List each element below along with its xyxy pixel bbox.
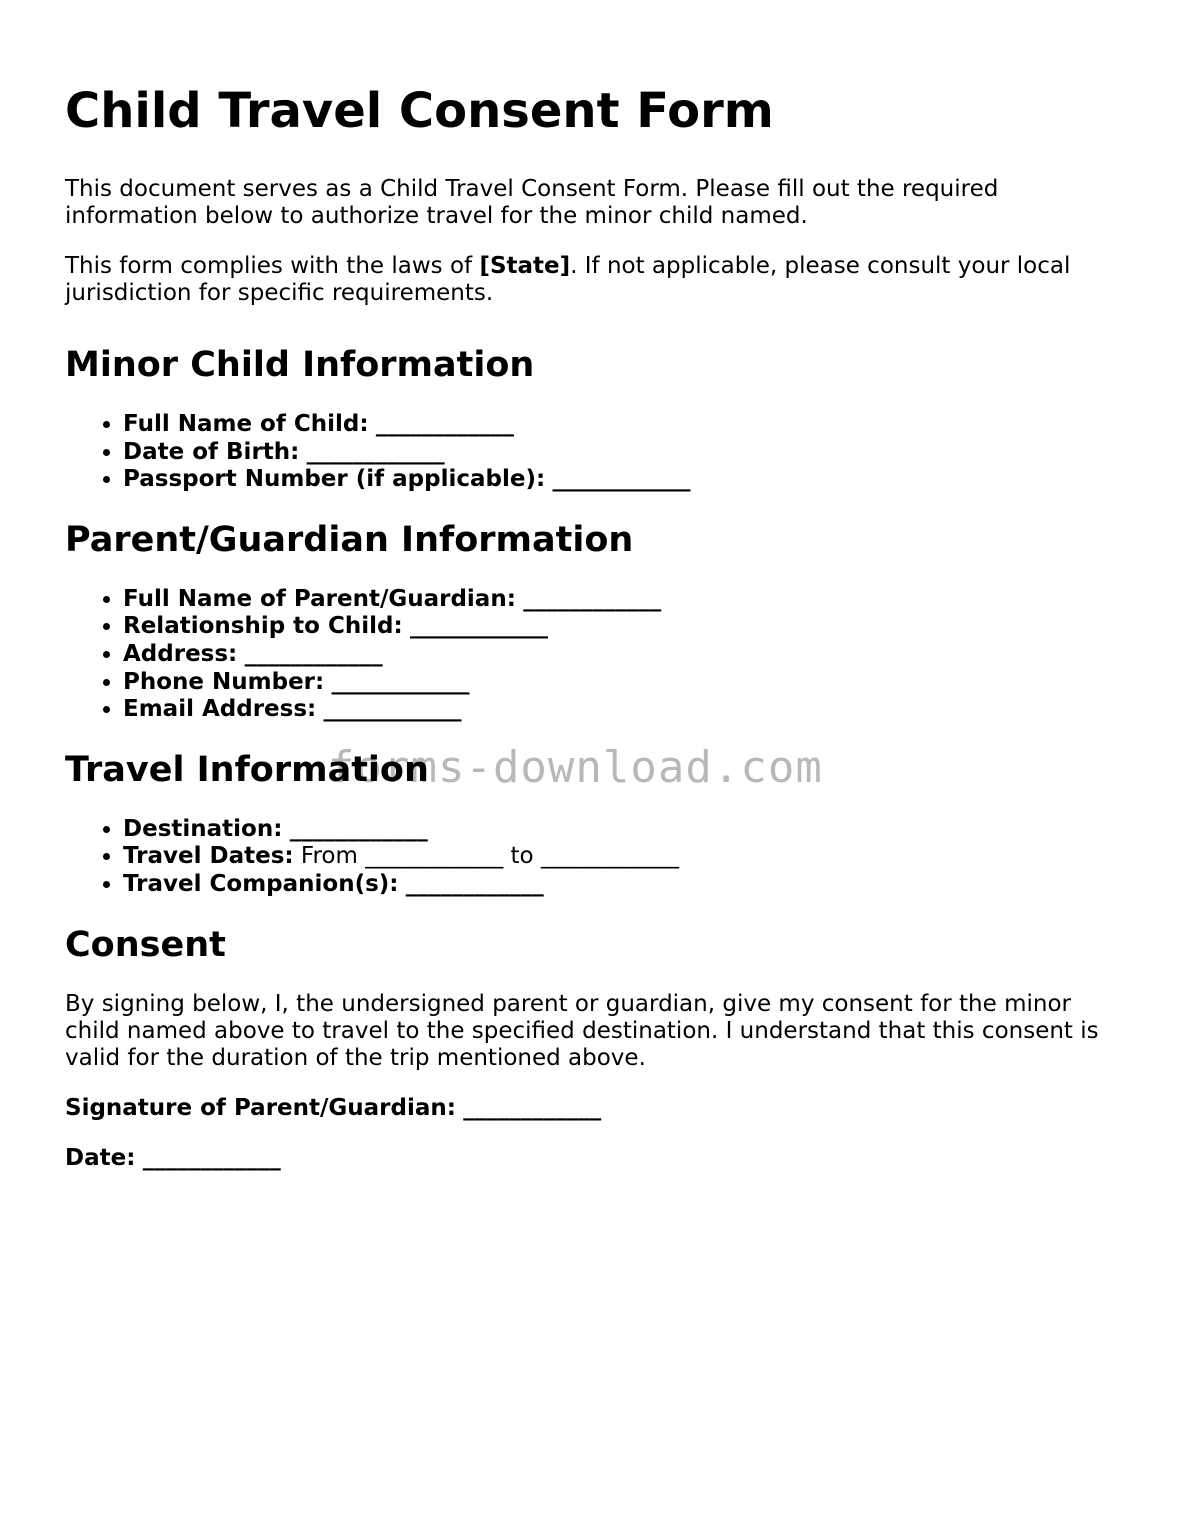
list-item <box>123 816 1125 844</box>
compliance-text-before: This form complies with the laws of <box>65 253 480 279</box>
blank-line[interactable]: ____________ <box>540 843 679 870</box>
blank-line[interactable]: ____________ <box>410 613 548 640</box>
blank-line[interactable]: ____________ <box>375 411 514 437</box>
guardian-info-list <box>65 586 1125 724</box>
field-label: Passport Number (if applicable): <box>123 466 546 493</box>
date-blank[interactable]: ____________ <box>142 1144 281 1171</box>
signature-blank[interactable]: ____________ <box>463 1094 602 1121</box>
watermark-text: forms-download.com <box>328 742 823 793</box>
travel-info-list <box>65 816 1125 899</box>
blank-line[interactable]: ____________ <box>331 668 470 695</box>
list-item <box>123 439 1125 467</box>
compliance-text-after: . If not applicable, please consult your local jurisdiction for specific requirements. <box>65 253 1071 306</box>
list-item <box>123 843 1125 871</box>
field-label: Date of Birth: <box>123 438 300 465</box>
list-item <box>123 641 1125 669</box>
to-text: to <box>510 843 534 870</box>
from-text: From <box>300 843 358 870</box>
blank-line[interactable]: ____________ <box>405 870 544 897</box>
list-item <box>123 411 1125 439</box>
compliance-paragraph <box>65 253 1125 307</box>
blank-line[interactable]: ____________ <box>552 466 691 493</box>
minor-section-heading: Minor Child Information <box>65 345 535 385</box>
field-label: Relationship to Child: <box>123 613 403 640</box>
document-page <box>65 80 1125 1195</box>
field-label: Full Name of Child: <box>123 411 369 437</box>
page-title: Child Travel Consent Form <box>65 83 774 139</box>
list-item <box>123 871 1125 899</box>
list-item <box>123 586 1125 614</box>
intro-paragraph: This document serves as a Child Travel Consent Form. Please fill out the required information below to authorize travel for the minor child named. <box>65 176 999 229</box>
blank-line[interactable]: ____________ <box>365 843 504 870</box>
date-line <box>65 1145 1125 1172</box>
field-label: Travel Dates: <box>123 843 294 870</box>
minor-info-list <box>65 411 1125 494</box>
field-label: Full Name of Parent/Guardian: <box>123 585 516 612</box>
list-item <box>123 466 1125 494</box>
travel-section-heading: Travel Information <box>65 749 429 790</box>
blank-line[interactable]: ____________ <box>289 815 428 842</box>
signature-line <box>65 1095 1125 1122</box>
field-label: Phone Number: <box>123 668 325 695</box>
list-item <box>123 669 1125 697</box>
guardian-section-heading: Parent/Guardian Information <box>65 519 634 560</box>
state-placeholder: [State] <box>479 253 571 279</box>
signature-label: Signature of Parent/Guardian: <box>65 1094 456 1121</box>
list-item <box>123 613 1125 641</box>
blank-line[interactable]: ____________ <box>323 696 462 723</box>
blank-line[interactable]: ____________ <box>244 640 383 667</box>
field-label: Destination: <box>123 815 283 842</box>
blank-line[interactable]: ____________ <box>523 585 662 612</box>
field-label: Address: <box>123 640 238 667</box>
consent-section-heading: Consent <box>65 924 226 965</box>
field-label: Travel Companion(s): <box>123 870 399 897</box>
list-item <box>123 696 1125 724</box>
date-label: Date: <box>65 1144 136 1171</box>
blank-line[interactable]: ____________ <box>306 438 445 465</box>
field-label: Email Address: <box>123 696 317 723</box>
consent-paragraph: By signing below, I, the undersigned parent or guardian, give my consent for the minor child named above to travel to the specified destination. I understand that this consent is valid for the duration of the trip mentioned above. <box>65 990 1099 1071</box>
